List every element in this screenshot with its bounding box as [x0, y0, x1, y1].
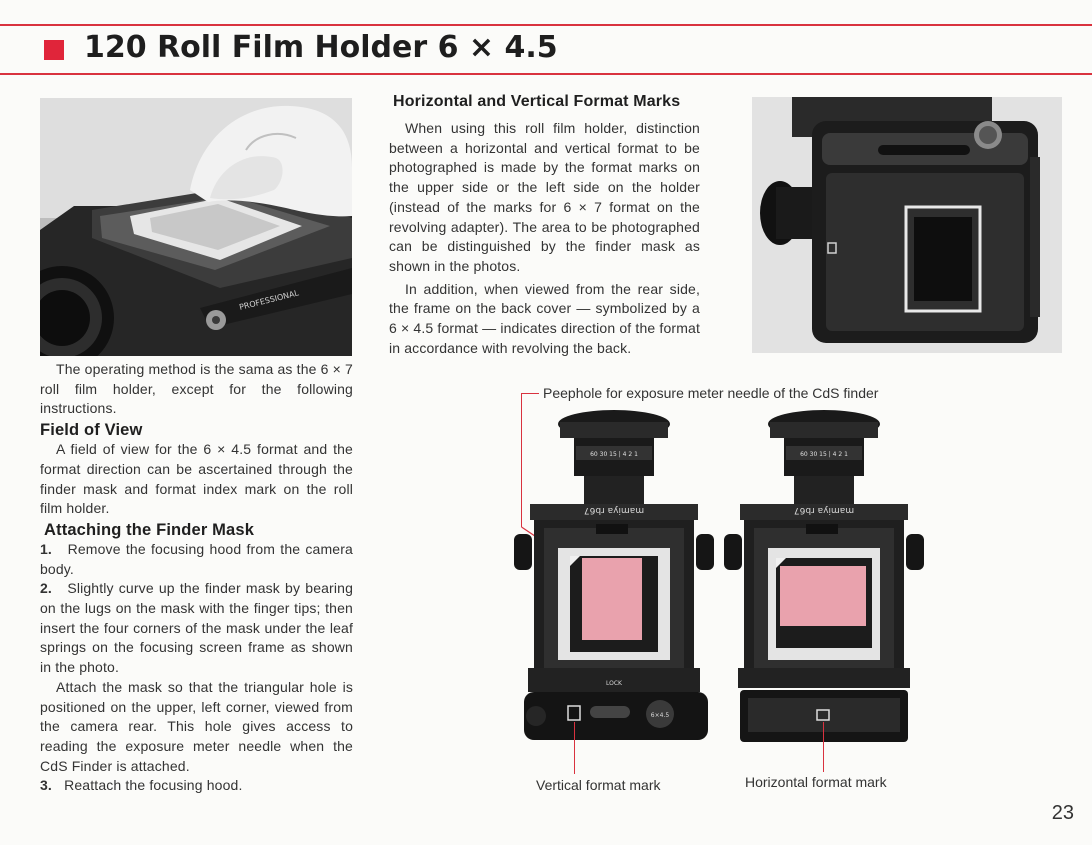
- step-1-text: Remove the focusing hood from the camera body.: [40, 540, 353, 577]
- field-of-view-paragraph: A field of view for the 6 × 4.5 format and the format direction can be ascertained through the finder mask and format index mark on the roll film holder.: [40, 441, 353, 517]
- leader-vertical-format-mark: [574, 722, 575, 774]
- attach-note-paragraph: Attach the mask so that the triangular hole is positioned on the upper, left corner, viewed from the camera rear. This hole gives access to reading the exposure meter needle when the CdS Finder is attached.: [40, 678, 353, 774]
- step-2-text: Slightly curve up the finder mask by bearing on the lugs on the mask with the finger tips; then insert the four corners of the mask under the leaf springs on the focusing screen frame as shown in the photo.: [40, 580, 354, 676]
- step-1-number: 1.: [40, 540, 52, 557]
- format-label-vertical: 6×4.5: [650, 712, 670, 719]
- photo-camera-horizontal-format: [724, 406, 924, 746]
- format-marks-paragraph-2: In addition, when viewed from the rear side, the frame on the back cover — symbolized by a 6 × 4.5 format — indicates direction of the format in accordance with revolving the back.: [389, 280, 700, 356]
- intro-paragraph: The operating method is the sama as the 6 × 7 roll film holder, except for the following instructions.: [40, 361, 353, 417]
- page-title: 120 Roll Film Holder 6 × 4.5: [84, 30, 558, 65]
- brand-label-horizontal: mamiya rb67: [793, 505, 855, 515]
- leader-horizontal-format-mark: [823, 722, 824, 772]
- field-of-view-heading: Field of View: [40, 421, 143, 440]
- caption-peephole: Peephole for exposure meter needle of the CdS finder: [543, 385, 879, 401]
- svg-text:60 30 15 | 4 2 1: 60 30 15 | 4 2 1: [590, 451, 638, 458]
- brand-label-vertical: mamiya rb67: [583, 505, 645, 515]
- caption-vertical-format-mark: Vertical format mark: [536, 777, 661, 793]
- caption-horizontal-format-mark: Horizontal format mark: [745, 774, 887, 790]
- svg-text:60 30 15 | 4 2 1: 60 30 15 | 4 2 1: [800, 451, 848, 458]
- step-3-text: Reattach the focusing hood.: [64, 777, 243, 794]
- lock-label: LOCK: [606, 680, 622, 687]
- plate-text: PROFESSIONAL: [238, 288, 300, 312]
- format-marks-heading: Horizontal and Vertical Format Marks: [393, 93, 681, 110]
- photo-camera-vertical-format: [514, 406, 714, 746]
- page-number: 23: [1051, 802, 1074, 824]
- step-2-number: 2.: [40, 580, 52, 597]
- horizontal-mask-area: [780, 566, 866, 626]
- step-3-number: 3.: [40, 777, 52, 794]
- vertical-mask-area: [582, 558, 642, 640]
- format-marks-paragraph-1: When using this roll film holder, distinction between a horizontal and vertical format to be photographed is made by the format marks on the upper side or the left side on the holder (instead of the marks for 6 × 7 format on the revolving adapter). The area to be photographed can be distinguished by the finder mask as shown in the photos.: [389, 120, 700, 274]
- finder-mask-heading: Attaching the Finder Mask: [44, 520, 255, 539]
